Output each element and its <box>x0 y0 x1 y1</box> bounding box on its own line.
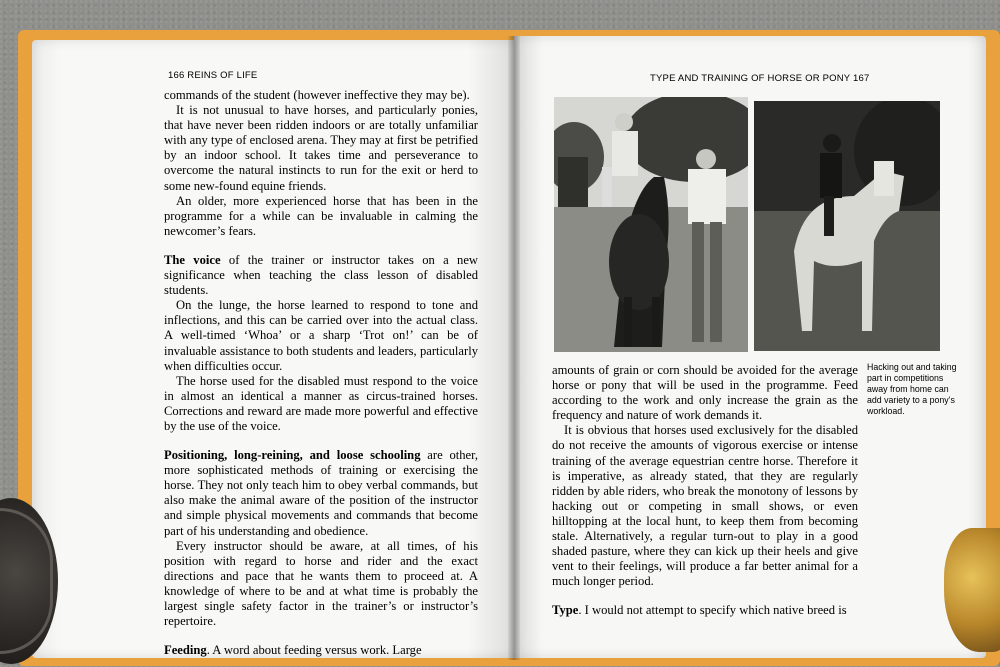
left-page-section-gap <box>164 629 478 643</box>
left-page-paragraph: The horse used for the disabled must respond to the voice in almost an identical a manner as circus-trained horses. Corrections and reward are made more powerful and effective by the use of the voice. <box>164 373 478 433</box>
right-page-paragraph: Type. I would not attempt to specify which native breed is <box>552 603 847 618</box>
photo-caption: Hacking out and taking part in competitions away from home can add variety to a pony’s workload. <box>867 362 957 416</box>
left-page-paragraph: On the lunge, the horse learned to respond to tone and inflections, and this can be carried over into the actual class. A well-timed ‘Whoa’ or a sharp ‘Trot on!’ can be of invaluable assistance to both students and leaders, particularly when difficulties occur. <box>164 298 478 373</box>
left-page-section-gap <box>164 434 478 448</box>
right-page-paragraph: It is obvious that horses used exclusively for the disabled do not receive the amounts of vigorous exercise or intense training of the average equestrian centre horse. Therefore it is imperative, as already stated, that they are regularly ridden by able riders, who break the monotony of lessons by hacking out or competing in small shows, or even hilltopping at the local hunt, to keep them from becoming stale. Alternatively, a regular turn-out to play in a good shaded pasture, where they can kick up their heels and give vent to their feelings, will produce a far better animal for a much longer period. <box>552 423 858 589</box>
left-page-paragraph: It is not unusual to have horses, and particularly ponies, that have never been ridden indoors or are totally unfamiliar with any type of enclosed arena. They may at first be petrified by an indoor school. It takes time and perseverance to overcome the natural instincts to run for the exit or herd to some new-found equine friends. <box>164 103 478 193</box>
left-page-section-gap <box>164 239 478 253</box>
left-page-paragraph: Every instructor should be aware, at all times, of his position with regard to horse and rider and the exact directions and pace that he wants them to proceed at. A knowledge of where to be and at what time is probably the largest single safety factor in the trainer’s or instructor’s repertoire. <box>164 538 478 629</box>
right-page-body <box>552 363 858 619</box>
photo-rider-on-grey-horse <box>754 101 940 351</box>
right-page-paragraph: amounts of grain or corn should be avoided for the average horse or pony that will be used in the programme. Feed according to the work and only increase the grain as the frequency and nature of work demands it. <box>552 363 858 423</box>
left-page-header: 166 REINS OF LIFE <box>168 70 258 81</box>
right-page-header: TYPE AND TRAINING OF HORSE OR PONY 167 <box>650 73 870 84</box>
photo-rider-with-leader <box>554 97 748 352</box>
left-page-paragraph: commands of the student (however ineffective they may be). <box>164 88 470 102</box>
left-page-paragraph: The voice of the trainer or instructor takes on a new significance when teaching the class lesson of disabled students. <box>164 252 478 298</box>
left-page-paragraph: An older, more experienced horse that has been in the programme for a while can be invaluable in calming the newcomer’s fears. <box>164 193 478 238</box>
right-page-section-gap <box>552 589 858 603</box>
left-page-body <box>164 88 478 658</box>
left-page-paragraph: Feeding. A word about feeding versus work. Large <box>164 643 422 658</box>
book-gutter <box>508 36 520 660</box>
left-page-paragraph: Positioning, long-reining, and loose schooling are other, more sophisticated methods of training or exercising the horse. They not only teach him to obey verbal commands, but also make the animal aware of the position of the instructor and simple physical movements and commands that become part of his understanding and obedience. <box>164 448 478 538</box>
